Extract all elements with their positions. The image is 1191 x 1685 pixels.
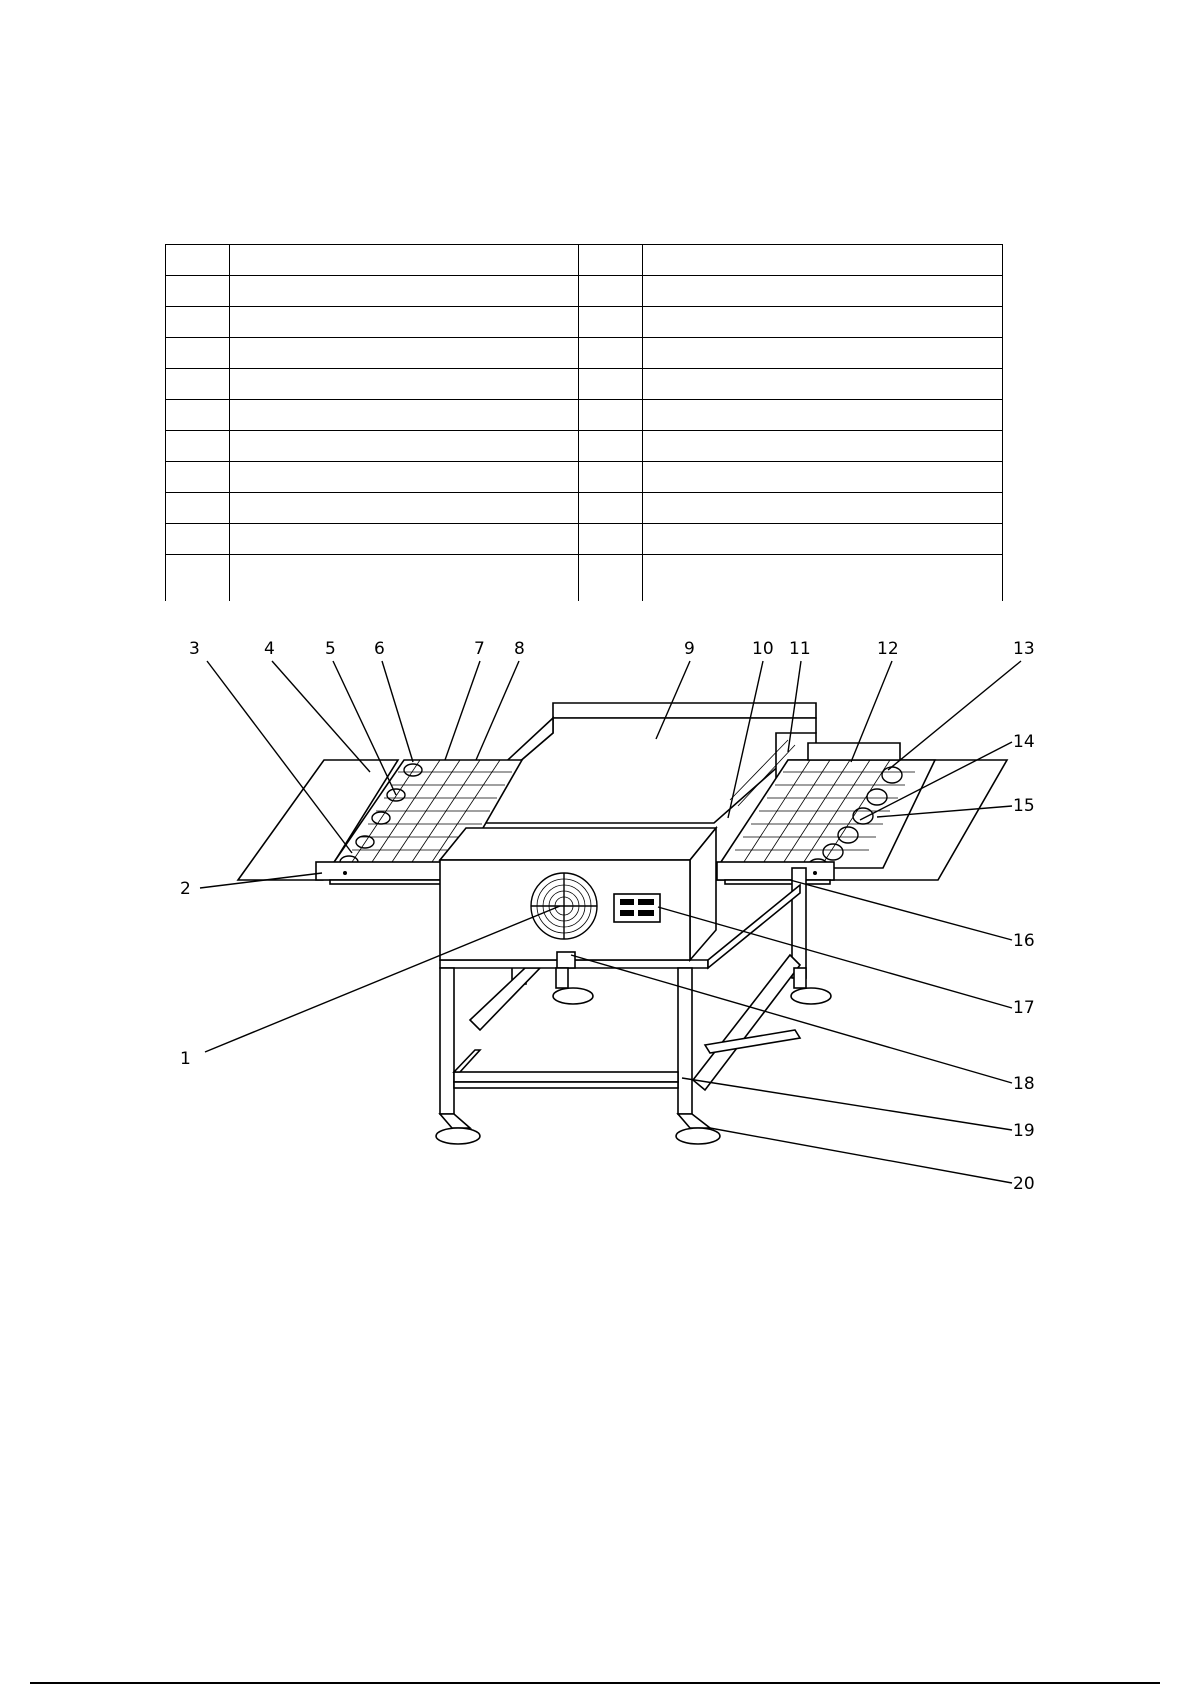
callout-20: 20 bbox=[1013, 1174, 1035, 1194]
control-panel-icon bbox=[614, 894, 660, 922]
callout-14: 14 bbox=[1013, 732, 1035, 752]
fan-grille-icon bbox=[531, 873, 597, 939]
callout-1: 1 bbox=[180, 1049, 191, 1069]
callout-5: 5 bbox=[325, 639, 336, 659]
callout-12: 12 bbox=[877, 639, 899, 659]
callout-2: 2 bbox=[180, 879, 191, 899]
page-bottom-rule bbox=[30, 1682, 1160, 1684]
callout-8: 8 bbox=[514, 639, 525, 659]
callout-13: 13 bbox=[1013, 639, 1035, 659]
callout-15: 15 bbox=[1013, 796, 1035, 816]
callout-9: 9 bbox=[684, 639, 695, 659]
callout-7: 7 bbox=[474, 639, 485, 659]
callout-3: 3 bbox=[189, 639, 200, 659]
callout-17: 17 bbox=[1013, 998, 1035, 1018]
oven-body bbox=[440, 828, 716, 968]
callout-11: 11 bbox=[789, 639, 811, 659]
callout-19: 19 bbox=[1013, 1121, 1035, 1141]
callout-18: 18 bbox=[1013, 1074, 1035, 1094]
callout-6: 6 bbox=[374, 639, 385, 659]
callout-4: 4 bbox=[264, 639, 275, 659]
callout-16: 16 bbox=[1013, 931, 1035, 951]
callout-10: 10 bbox=[752, 639, 774, 659]
